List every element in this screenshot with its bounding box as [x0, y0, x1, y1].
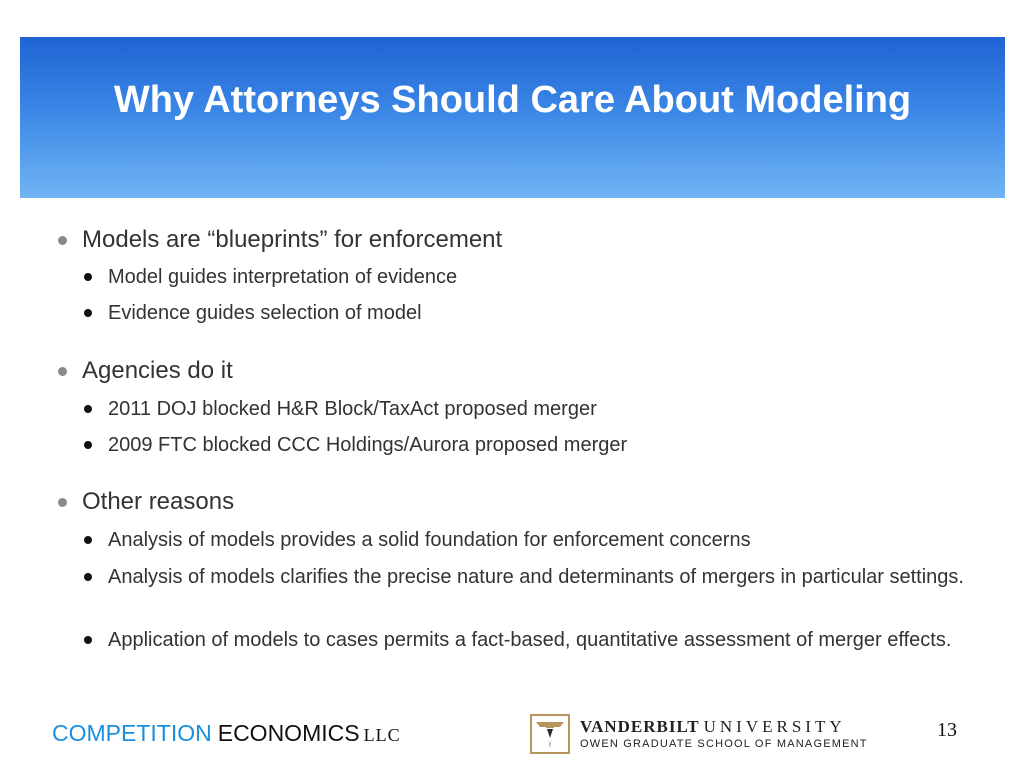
slide-title: Why Attorneys Should Care About Modeling [113, 79, 912, 121]
sub-bullet-text: Application of models to cases permits a fact-based, quantitative assessment of merger effects. [108, 629, 952, 651]
bullet-dot-icon [84, 441, 92, 449]
bullet-dot-icon [84, 536, 92, 544]
university-name-rest: UNIVERSITY [703, 717, 846, 736]
bullet-dot-icon [58, 498, 67, 507]
bullet-text: Other reasons [82, 488, 235, 515]
bullet-dot-icon [84, 573, 92, 581]
bullet-dot-icon [84, 309, 92, 317]
vanderbilt-oak-leaf-icon [530, 714, 570, 754]
company-suffix: LLC [363, 725, 401, 745]
bullet-dot-icon [84, 636, 92, 644]
bullet-dot-icon [84, 273, 92, 281]
university-name-bold: VANDERBILT [580, 717, 700, 736]
sub-bullet-text: 2011 DOJ blocked H&R Block/TaxAct proposed merger [108, 398, 597, 420]
title-banner [20, 37, 1005, 198]
bullet-text: Agencies do it [82, 357, 233, 384]
company-name-part2: ECONOMICS [217, 720, 360, 746]
bullet-text: Models are “blueprints” for enforcement [82, 226, 503, 253]
bullet-dot-icon [58, 236, 67, 245]
sub-bullet-text: 2009 FTC blocked CCC Holdings/Aurora proposed merger [108, 434, 628, 456]
company-logo [52, 718, 401, 750]
bullet-dot-icon [58, 367, 67, 376]
sub-bullet-text: Model guides interpretation of evidence [108, 266, 458, 288]
bullet-dot-icon [84, 405, 92, 413]
company-name-part1: COMPETITION [52, 720, 212, 746]
page-number: 13 [937, 719, 957, 741]
sub-bullet-text: Analysis of models clarifies the precise nature and determinants of mergers in particular settings. [108, 566, 964, 588]
sub-bullet-text: Analysis of models provides a solid foundation for enforcement concerns [108, 529, 751, 551]
school-name: OWEN GRADUATE SCHOOL OF MANAGEMENT [580, 738, 868, 750]
university-name [580, 717, 846, 737]
sub-bullet-text: Evidence guides selection of model [108, 302, 422, 324]
